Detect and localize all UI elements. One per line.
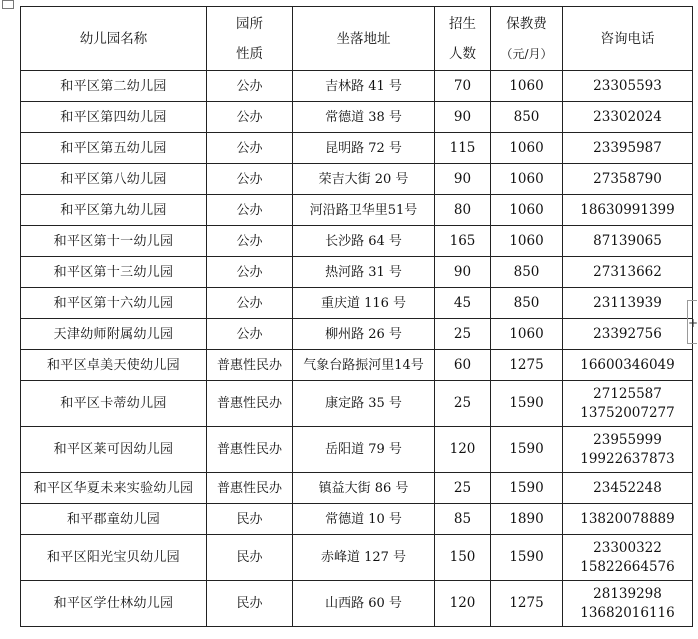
- phone-cell: [563, 535, 693, 581]
- kindergarten-name-cell: 和平区第十三幼儿园: [21, 257, 207, 288]
- address-cell: 长沙路 64 号: [293, 226, 435, 257]
- phone-cell: [563, 427, 693, 473]
- enrollment-cell: 115: [435, 133, 491, 164]
- fee-cell: 1590: [491, 427, 563, 473]
- fee-cell: 1060: [491, 133, 563, 164]
- kindergarten-name-cell: 天津幼师附属幼儿园: [21, 319, 207, 350]
- kindergarten-name-cell: 和平区莱可因幼儿园: [21, 427, 207, 473]
- kindergarten-type-cell: 公办: [207, 71, 293, 102]
- fee-cell: 1060: [491, 195, 563, 226]
- phone-number: 87139065: [593, 232, 662, 249]
- enrollment-cell: 90: [435, 257, 491, 288]
- kindergarten-name-cell: 和平区第八幼儿园: [21, 164, 207, 195]
- phone-cell: [563, 350, 693, 381]
- header-fee: [491, 7, 563, 71]
- table-row: [21, 102, 693, 133]
- fee-cell: 1060: [491, 164, 563, 195]
- table-row: [21, 535, 693, 581]
- kindergarten-type-cell: 公办: [207, 164, 293, 195]
- phone-number: 13820078889: [580, 510, 675, 527]
- table-row: [21, 133, 693, 164]
- kindergarten-name-cell: 和平区第九幼儿园: [21, 195, 207, 226]
- header-fee-line2: （元/月）: [500, 46, 553, 61]
- kindergarten-type-cell: 民办: [207, 581, 293, 627]
- phone-cell: [563, 581, 693, 627]
- phone-cell: [563, 288, 693, 319]
- address-cell: 康定路 35 号: [293, 381, 435, 427]
- phone-number: 23395987: [593, 139, 662, 156]
- kindergarten-name-cell: 和平区学仕林幼儿园: [21, 581, 207, 627]
- kindergarten-type-cell: 普惠性民办: [207, 381, 293, 427]
- kindergarten-type-cell: 公办: [207, 195, 293, 226]
- phone-number: 23305593: [593, 77, 662, 94]
- phone-number: 23300322: [593, 539, 662, 556]
- header-phone: 咨询电话: [563, 7, 693, 71]
- phone-number: 23113939: [593, 294, 662, 311]
- enrollment-cell: 25: [435, 381, 491, 427]
- fee-cell: 850: [491, 257, 563, 288]
- table-row: [21, 288, 693, 319]
- table-move-handle-icon[interactable]: [0, 0, 16, 12]
- address-cell: 昆明路 72 号: [293, 133, 435, 164]
- table-row: [21, 350, 693, 381]
- header-type-line1: 园所: [236, 15, 263, 32]
- kindergarten-name-cell: 和平区第五幼儿园: [21, 133, 207, 164]
- header-address: 坐落地址: [293, 7, 435, 71]
- enrollment-cell: 165: [435, 226, 491, 257]
- kindergarten-name-cell: 和平郡童幼儿园: [21, 504, 207, 535]
- table-row: [21, 226, 693, 257]
- enrollment-cell: 150: [435, 535, 491, 581]
- header-enroll: [435, 7, 491, 71]
- phone-number: 19922637873: [580, 450, 675, 467]
- phone-cell: [563, 71, 693, 102]
- kindergarten-type-cell: 公办: [207, 226, 293, 257]
- enrollment-cell: 90: [435, 164, 491, 195]
- enrollment-cell: 60: [435, 350, 491, 381]
- kindergarten-name-cell: 和平区阳光宝贝幼儿园: [21, 535, 207, 581]
- enrollment-cell: 45: [435, 288, 491, 319]
- kindergarten-name-cell: 和平区卓美天使幼儿园: [21, 350, 207, 381]
- kindergarten-name-cell: 和平区第十六幼儿园: [21, 288, 207, 319]
- enrollment-cell: 80: [435, 195, 491, 226]
- kindergarten-name-cell: 和平区卡蒂幼儿园: [21, 381, 207, 427]
- enrollment-cell: 120: [435, 427, 491, 473]
- address-cell: 常德道 38 号: [293, 102, 435, 133]
- phone-cell: [563, 257, 693, 288]
- kindergarten-type-cell: 公办: [207, 102, 293, 133]
- kindergarten-name-cell: 和平区第十一幼儿园: [21, 226, 207, 257]
- phone-cell: [563, 473, 693, 504]
- fee-cell: 1060: [491, 71, 563, 102]
- phone-number: 23955999: [593, 431, 662, 448]
- enrollment-cell: 25: [435, 473, 491, 504]
- phone-cell: [563, 226, 693, 257]
- table-row: [21, 581, 693, 627]
- address-cell: 热河路 31 号: [293, 257, 435, 288]
- fee-cell: 1590: [491, 535, 563, 581]
- kindergarten-type-cell: 民办: [207, 504, 293, 535]
- kindergarten-type-cell: 公办: [207, 288, 293, 319]
- fee-cell: 1890: [491, 504, 563, 535]
- header-type-line2: 性质: [236, 45, 263, 62]
- kindergarten-table: [20, 6, 693, 627]
- table-row: [21, 257, 693, 288]
- table-row: [21, 427, 693, 473]
- fee-cell: 850: [491, 288, 563, 319]
- phone-cell: [563, 381, 693, 427]
- phone-cell: [563, 164, 693, 195]
- table-row: [21, 195, 693, 226]
- header-fee-line1: 保教费: [506, 15, 547, 32]
- fee-cell: 1275: [491, 350, 563, 381]
- kindergarten-name-cell: 和平区第四幼儿园: [21, 102, 207, 133]
- address-cell: 镇益大街 86 号: [293, 473, 435, 504]
- address-cell: 山西路 60 号: [293, 581, 435, 627]
- phone-cell: [563, 195, 693, 226]
- kindergarten-name-cell: 和平区第二幼儿园: [21, 71, 207, 102]
- phone-number: 15822664576: [580, 558, 675, 575]
- address-cell: 重庆道 116 号: [293, 288, 435, 319]
- header-enroll-line1: 招生: [449, 15, 476, 32]
- address-cell: 柳州路 26 号: [293, 319, 435, 350]
- kindergarten-type-cell: 公办: [207, 319, 293, 350]
- table-row: [21, 473, 693, 504]
- enrollment-cell: 70: [435, 71, 491, 102]
- enrollment-cell: 25: [435, 319, 491, 350]
- kindergarten-type-cell: 普惠性民办: [207, 427, 293, 473]
- address-cell: 岳阳道 79 号: [293, 427, 435, 473]
- phone-number: 28139298: [593, 585, 662, 602]
- phone-number: 27358790: [593, 170, 662, 187]
- table-row: [21, 504, 693, 535]
- kindergarten-type-cell: 民办: [207, 535, 293, 581]
- phone-number: 23302024: [593, 108, 662, 125]
- phone-cell: [563, 504, 693, 535]
- kindergarten-type-cell: 普惠性民办: [207, 473, 293, 504]
- address-cell: 常德道 10 号: [293, 504, 435, 535]
- table-row: [21, 164, 693, 195]
- header-name: 幼儿园名称: [21, 7, 207, 71]
- fee-cell: 850: [491, 102, 563, 133]
- address-cell: 气象台路振河里14号: [293, 350, 435, 381]
- phone-number: 27313662: [593, 263, 662, 280]
- header-type: [207, 7, 293, 71]
- add-row-icon[interactable]: +: [687, 300, 697, 344]
- address-cell: 河沿路卫华里51号: [293, 195, 435, 226]
- address-cell: 吉林路 41 号: [293, 71, 435, 102]
- phone-cell: [563, 102, 693, 133]
- enrollment-cell: 85: [435, 504, 491, 535]
- header-enroll-line2: 人数: [449, 45, 476, 62]
- fee-cell: 1590: [491, 473, 563, 504]
- fee-cell: 1275: [491, 581, 563, 627]
- phone-number: 23392756: [593, 325, 662, 342]
- phone-cell: [563, 133, 693, 164]
- kindergarten-type-cell: 公办: [207, 133, 293, 164]
- enrollment-cell: 90: [435, 102, 491, 133]
- fee-cell: 1060: [491, 319, 563, 350]
- kindergarten-name-cell: 和平区华夏未来实验幼儿园: [21, 473, 207, 504]
- phone-number: 16600346049: [580, 356, 675, 373]
- fee-cell: 1590: [491, 381, 563, 427]
- fee-cell: 1060: [491, 226, 563, 257]
- kindergarten-type-cell: 公办: [207, 257, 293, 288]
- address-cell: 荣吉大街 20 号: [293, 164, 435, 195]
- table-row: [21, 381, 693, 427]
- phone-number: 23452248: [593, 479, 662, 496]
- enrollment-cell: 120: [435, 581, 491, 627]
- kindergarten-type-cell: 普惠性民办: [207, 350, 293, 381]
- phone-number: 27125587: [593, 385, 662, 402]
- table-row: [21, 71, 693, 102]
- phone-number: 13682016116: [580, 604, 675, 621]
- address-cell: 赤峰道 127 号: [293, 535, 435, 581]
- phone-number: 18630991399: [580, 201, 675, 218]
- phone-number: 13752007277: [580, 404, 675, 421]
- phone-cell: [563, 319, 693, 350]
- table-row: [21, 319, 693, 350]
- table-header-row: [21, 7, 693, 71]
